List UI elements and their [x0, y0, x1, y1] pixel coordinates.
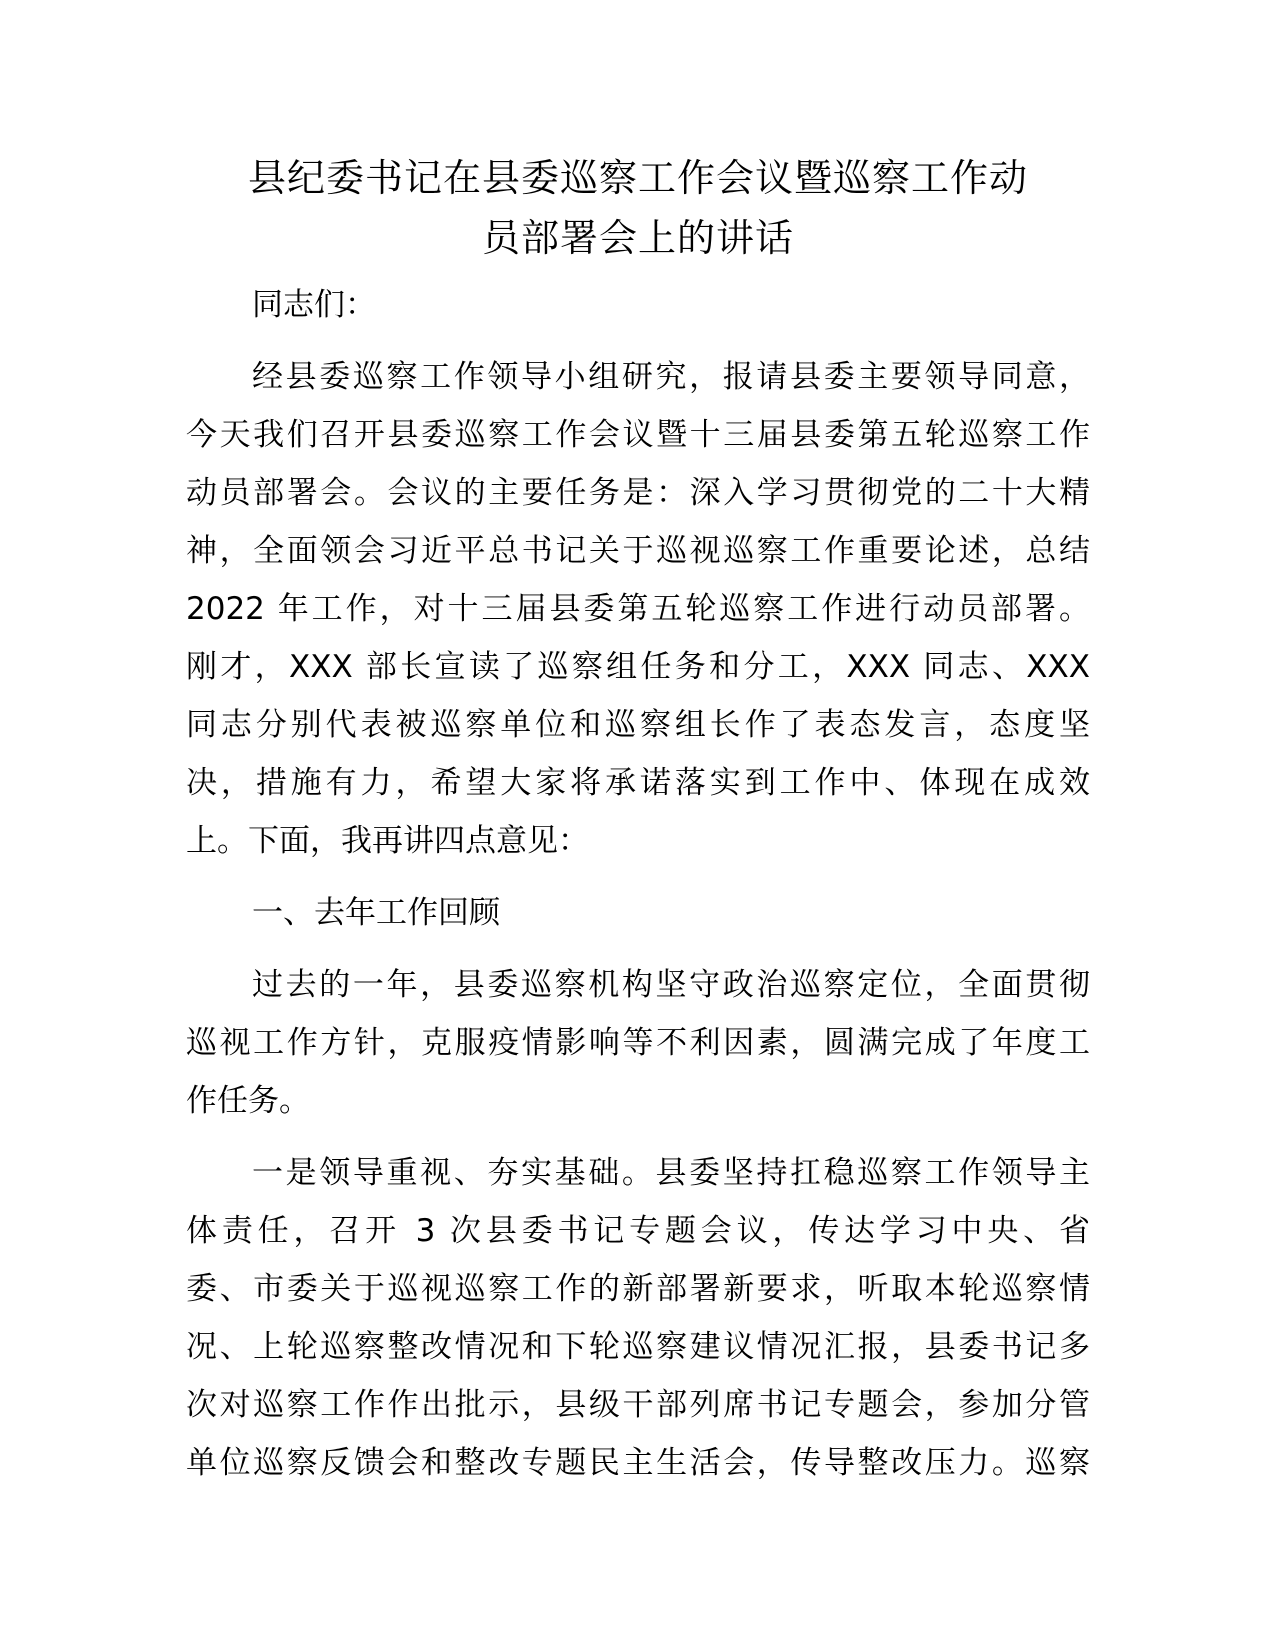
document-body — [186, 276, 1090, 1492]
document-content — [186, 148, 1090, 1492]
title-line: 县纪委书记在县委巡察工作会议暨巡察工作动 — [247, 156, 1028, 200]
heading-line: 一、去年工作回顾 — [252, 895, 500, 931]
text-line: 单位巡察反馈会和整改专题民主生活会，传导整改压力。巡察 — [186, 1445, 1090, 1481]
title-line: 员部署会上的讲话 — [481, 216, 794, 260]
text-line: 2022 年工作，对十三届县委第五轮巡察工作进行动员部署。 — [186, 591, 1090, 627]
text-line: 上。下面，我再讲四点意见： — [186, 823, 589, 859]
paragraph-review — [186, 956, 1090, 1130]
text-line: 同志分别代表被巡察单位和巡察组长作了表态发言，态度坚 — [186, 707, 1090, 743]
document-title — [186, 148, 1090, 268]
text-line: 过去的一年，县委巡察机构坚守政治巡察定位，全面贯彻 — [252, 967, 1090, 1003]
text-line: 体责任，召开 3 次县委书记专题会议，传达学习中央、省 — [186, 1213, 1090, 1249]
text-line: 作任务。 — [186, 1083, 310, 1119]
text-line: 刚才，XXX 部长宣读了巡察组任务和分工，XXX 同志、XXX — [186, 649, 1090, 685]
text-line: 决，措施有力，希望大家将承诺落实到工作中、体现在成效 — [186, 765, 1090, 801]
paragraph-intro — [186, 348, 1090, 870]
text-line: 经县委巡察工作领导小组研究，报请县委主要领导同意， — [252, 359, 1090, 395]
salutation: 同志们： — [252, 287, 376, 323]
text-line: 委、市委关于巡视巡察工作的新部署新要求，听取本轮巡察情 — [186, 1271, 1090, 1307]
text-line: 今天我们召开县委巡察工作会议暨十三届县委第五轮巡察工作 — [186, 417, 1090, 453]
section-heading — [186, 884, 1090, 942]
text-line: 神，全面领会习近平总书记关于巡视巡察工作重要论述，总结 — [186, 533, 1090, 569]
paragraph-point-one — [186, 1144, 1090, 1492]
text-line: 动员部署会。会议的主要任务是：深入学习贯彻党的二十大精 — [186, 475, 1090, 511]
text-line: 况、上轮巡察整改情况和下轮巡察建议情况汇报，县委书记多 — [186, 1329, 1090, 1365]
text-line: 次对巡察工作作出批示，县级干部列席书记专题会，参加分管 — [186, 1387, 1090, 1423]
text-line: 一是领导重视、夯实基础。县委坚持扛稳巡察工作领导主 — [252, 1155, 1090, 1191]
text-line: 巡视工作方针，克服疫情影响等不利因素，圆满完成了年度工 — [186, 1025, 1090, 1061]
